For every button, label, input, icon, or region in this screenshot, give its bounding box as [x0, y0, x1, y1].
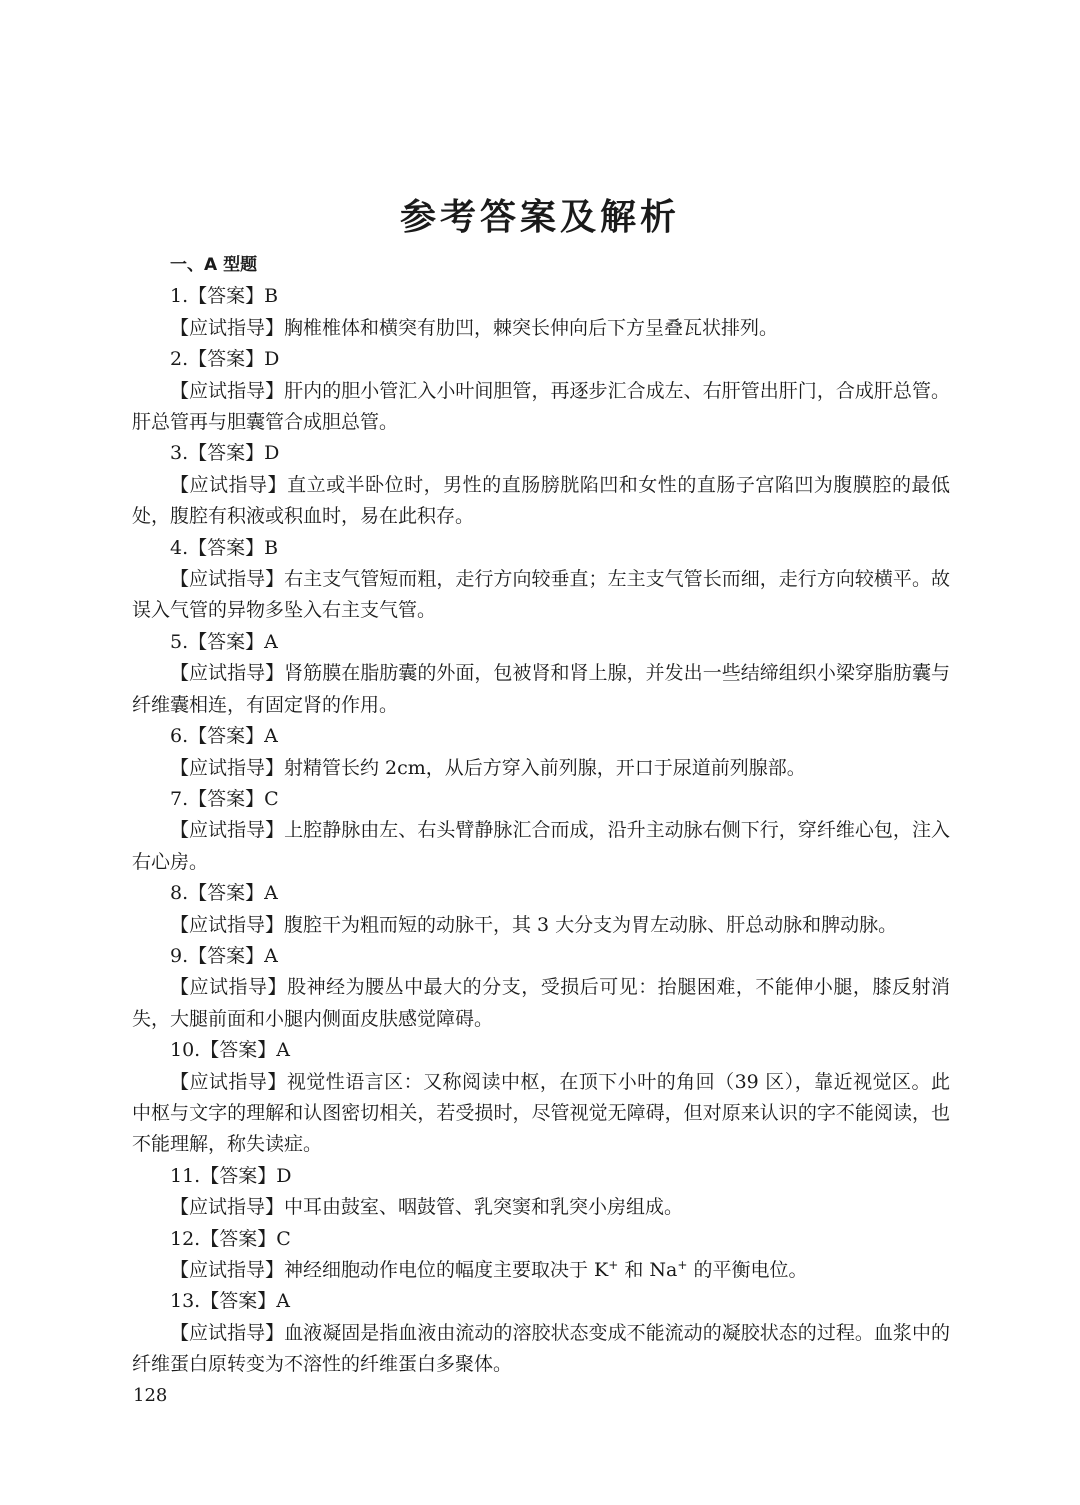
answer-content [132, 250, 950, 1381]
answer-line: 11.【答案】D [170, 1164, 292, 1187]
guide-text: 和 Na [618, 1259, 678, 1281]
page-number: 128 [133, 1385, 168, 1406]
answer-line: 6.【答案】A [170, 725, 278, 748]
guide-label: 【应试指导】 [170, 1321, 285, 1344]
answer-line: 1.【答案】B [170, 285, 279, 308]
guide-label: 【应试指导】 [170, 819, 285, 842]
guide-text: 右主支气管短而粗，走行方向较垂直；左主支气管长而细，走行方向较横平。故误入气管的异物多坠入右主支气管。 [132, 568, 950, 622]
guide-label: 【应试指导】 [170, 379, 285, 402]
guide-label: 【应试指导】 [170, 913, 285, 936]
guide-paragraph [132, 658, 950, 721]
answer-line: 4.【答案】B [170, 536, 279, 559]
guide-paragraph [132, 972, 950, 1035]
guide-paragraph [132, 1318, 950, 1381]
guide-paragraph [132, 753, 950, 784]
guide-paragraph [132, 470, 950, 533]
guide-paragraph [132, 564, 950, 627]
answer-line: 3.【答案】D [170, 442, 280, 465]
guide-text: 肾筋膜在脂肪囊的外面，包被肾和肾上腺，并发出一些结缔组织小梁穿脂肪囊与纤维囊相连，有固定肾的作用。 [132, 662, 950, 716]
guide-text: 的平衡电位。 [687, 1259, 808, 1281]
guide-label: 【应试指导】 [170, 1196, 285, 1219]
guide-label: 【应试指导】 [170, 316, 285, 339]
answer-line: 7.【答案】C [170, 787, 279, 810]
answer-line: 10.【答案】A [170, 1039, 290, 1062]
guide-paragraph [132, 313, 950, 344]
answer-line: 13.【答案】A [170, 1290, 290, 1313]
guide-label: 【应试指导】 [170, 756, 285, 779]
guide-label: 【应试指导】 [170, 976, 288, 999]
guide-label: 【应试指导】 [170, 662, 285, 685]
guide-label: 【应试指导】 [170, 1259, 285, 1281]
guide-label: 【应试指导】 [170, 1070, 287, 1093]
superscript-plus: + [677, 1258, 688, 1272]
page-title: 参考答案及解析 [399, 197, 680, 238]
answer-line: 9.【答案】A [170, 944, 278, 967]
guide-text: 胸椎椎体和横突有肋凹，棘突长伸向后下方呈叠瓦状排列。 [284, 316, 779, 339]
guide-text: 肝内的胆小管汇入小叶间胆管，再逐步汇合成左、右肝管出肝门，合成肝总管。肝总管再与胆囊管合成胆总管。 [132, 379, 950, 434]
guide-paragraph [132, 1067, 950, 1161]
superscript-plus: + [608, 1258, 619, 1272]
guide-paragraph [132, 910, 950, 941]
guide-paragraph [132, 815, 950, 878]
guide-paragraph [132, 1192, 950, 1223]
guide-text: 腹腔干为粗而短的动脉干，其 3 大分支为胃左动脉、肝总动脉和脾动脉。 [284, 913, 898, 936]
guide-text: 直立或半卧位时，男性的直肠膀胱陷凹和女性的直肠子宫陷凹为腹膜腔的最低处，腹腔有积液或积血时，易在此积存。 [132, 473, 950, 528]
guide-text: 上腔静脉由左、右头臂静脉汇合而成，沿升主动脉右侧下行，穿纤维心包，注入右心房。 [132, 819, 950, 873]
guide-text: 中耳由鼓室、咽鼓管、乳突窦和乳突小房组成。 [284, 1196, 684, 1219]
answer-line: 5.【答案】A [170, 630, 278, 653]
guide-paragraph [132, 376, 950, 439]
answer-line: 12.【答案】C [170, 1227, 291, 1250]
answer-line: 2.【答案】D [170, 348, 280, 371]
guide-label: 【应试指导】 [170, 568, 285, 591]
guide-paragraph [132, 1255, 950, 1286]
section-heading: 一、A 型题 [170, 255, 258, 275]
guide-text: 股神经为腰丛中最大的分支，受损后可见：抬腿困难，不能伸小腿，膝反射消失，大腿前面和小腿内侧面皮肤感觉障碍。 [132, 976, 950, 1030]
guide-text: 血液凝固是指血液由流动的溶胶状态变成不能流动的凝胶状态的过程。血浆中的纤维蛋白原转变为不溶性的纤维蛋白多聚体。 [132, 1321, 950, 1376]
guide-label: 【应试指导】 [170, 473, 288, 496]
answer-line: 8.【答案】A [170, 882, 278, 905]
guide-text: 视觉性语言区：又称阅读中枢，在顶下小叶的角回（39 区），靠近视觉区。此中枢与文字的理解和认图密切相关，若受损时，尽管视觉无障碍，但对原来认识的字不能阅读，也不能理解，称失读症。 [132, 1070, 950, 1156]
guide-text: 射精管长约 2cm，从后方穿入前列腺，开口于尿道前列腺部。 [284, 756, 806, 779]
guide-text: 神经细胞动作电位的幅度主要取决于 K [284, 1259, 609, 1281]
